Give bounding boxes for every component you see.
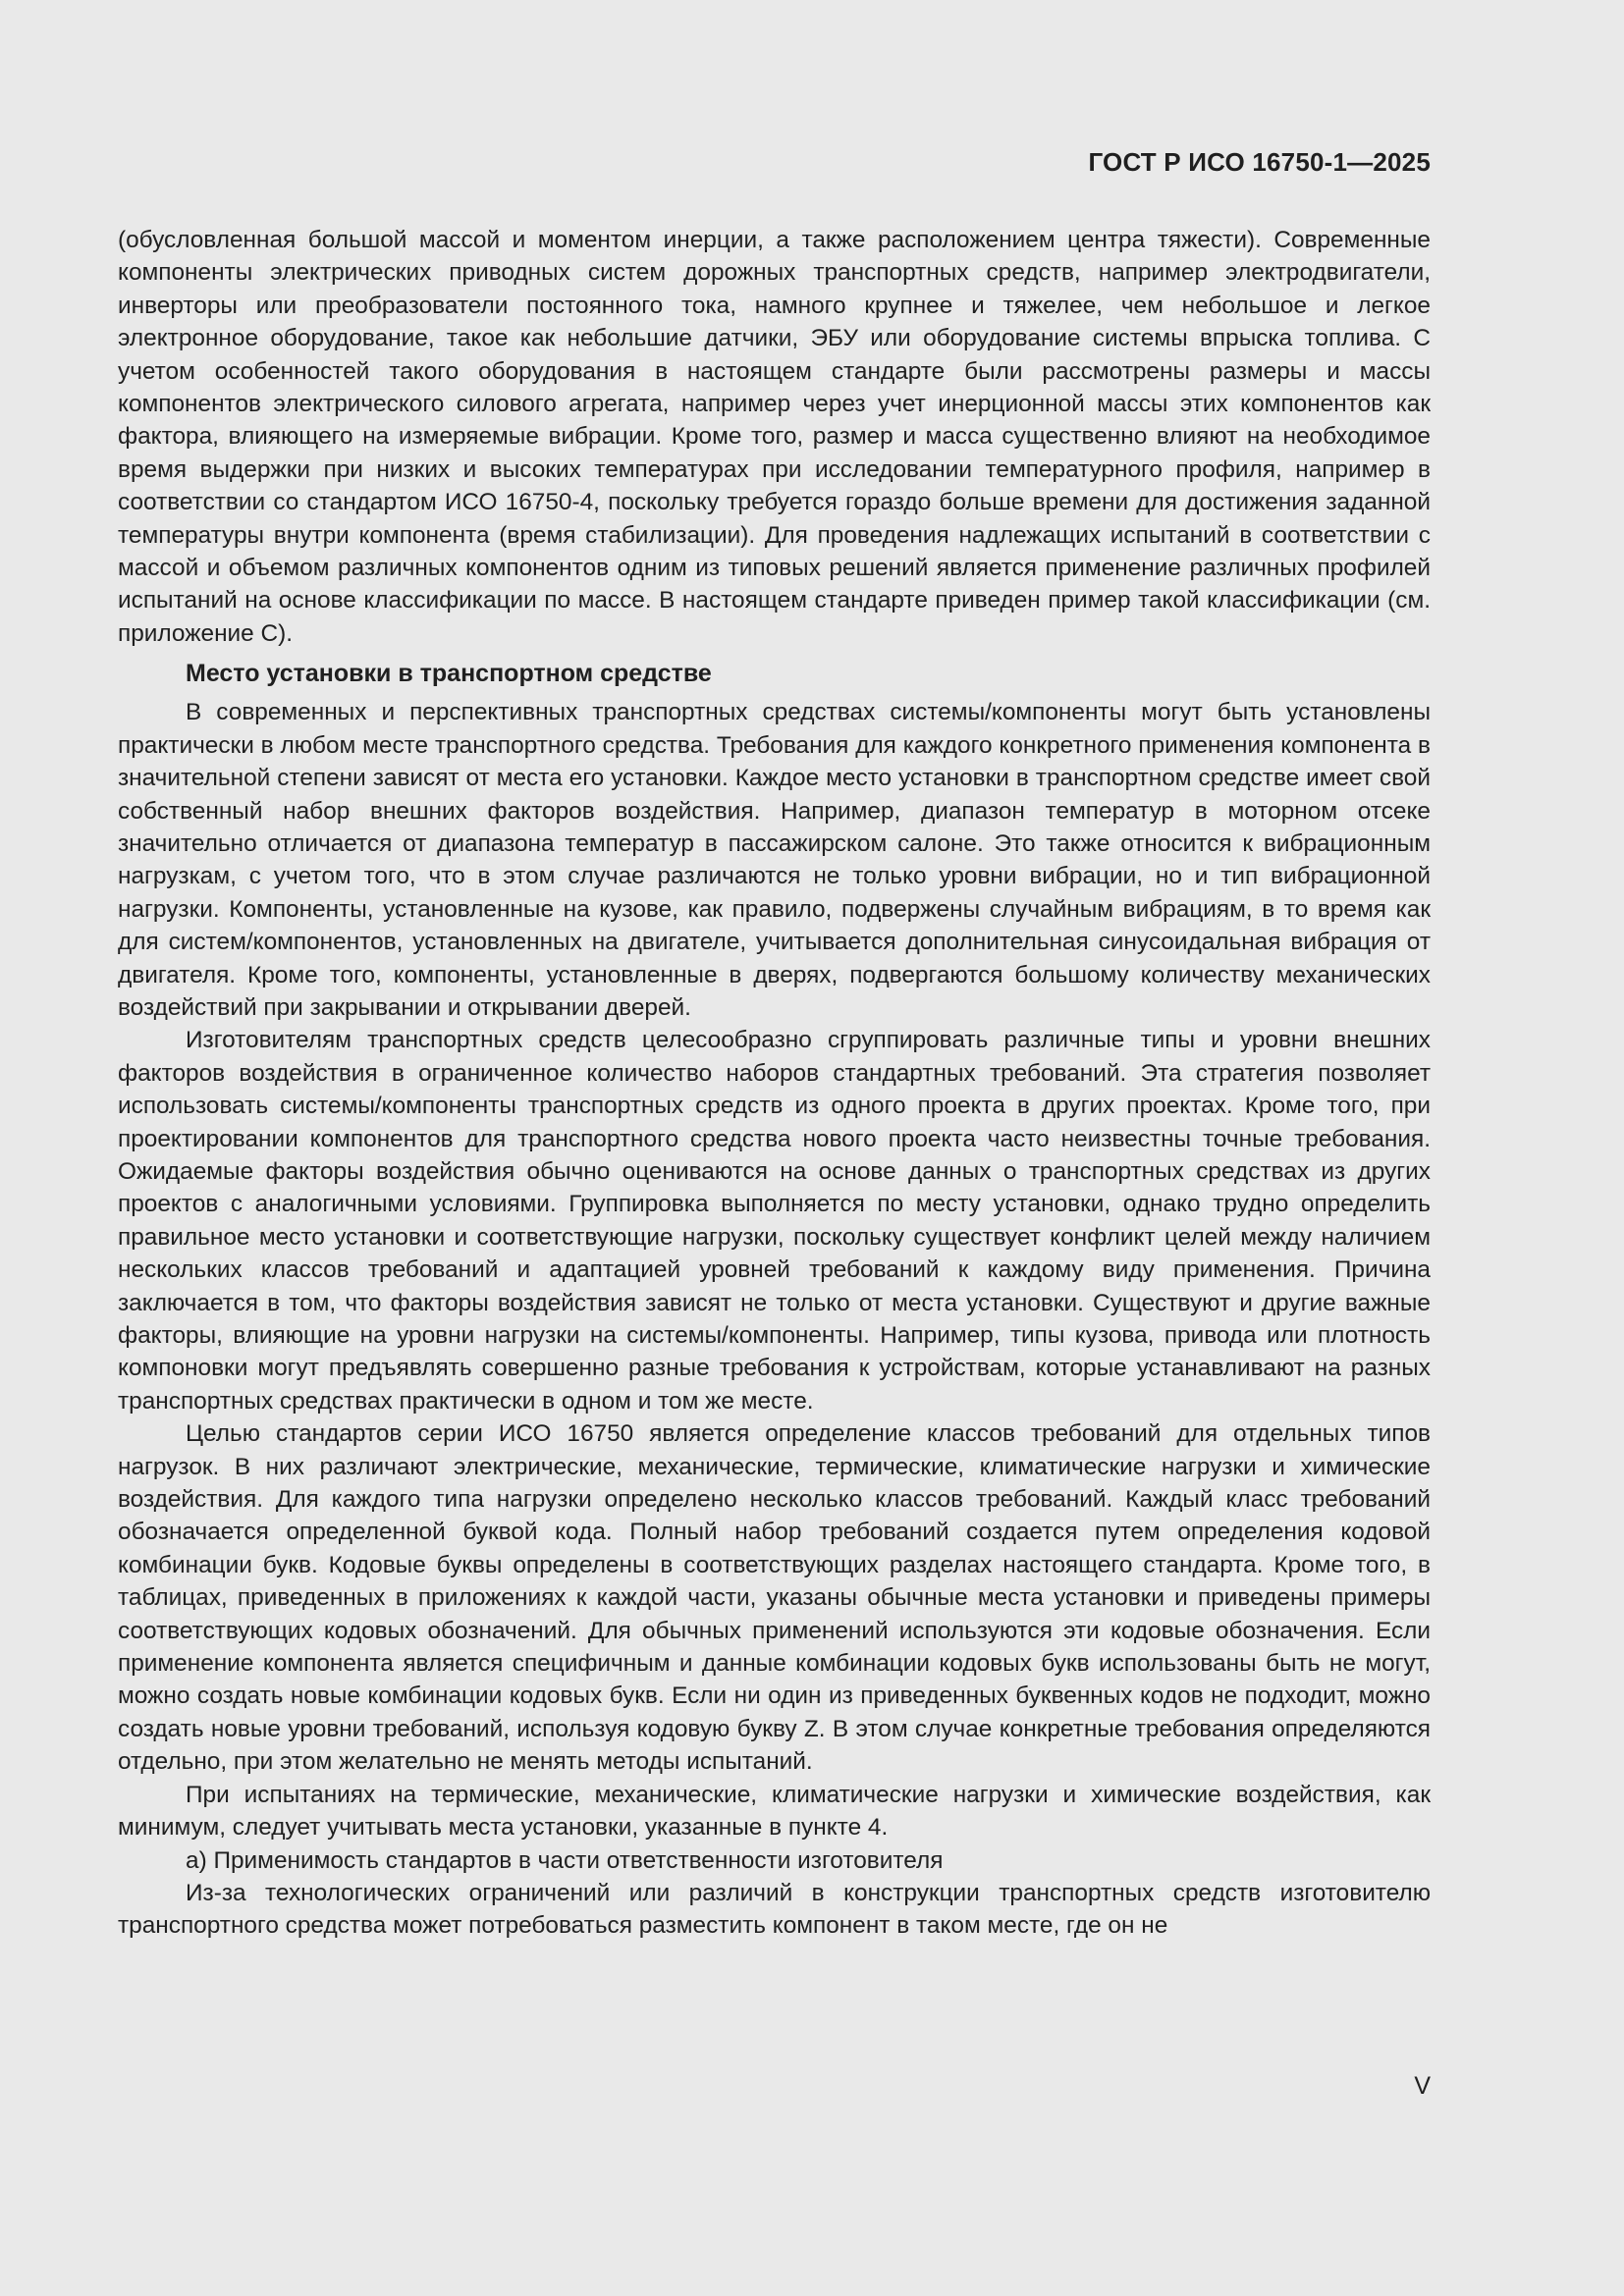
paragraph: Изготовителям транспортных средств целесообразно сгруппировать различные типы и уровни внешних факторов воздействия в ограниченное количество наборов стандартных требований. Эта стратегия позволяет использовать системы/компоненты транспортных средств из одного проекта в других проектах. Кроме того, при проектировании компонентов для транспортного средства нового проекта часто неизвестны точные требования. Ожидаемые факторы воздействия обычно оцениваются на основе данных о транспортных средствах из других проектов с аналогичными условиями. Группировка выполняется по месту установки, однако трудно определить правильное место установки и соответствующие нагрузки, поскольку существует конфликт целей между наличием нескольких классов требований и адаптацией уровней требований к каждому виду применения. Причина заключается в том, что факторы воздействия зависят не только от места установки. Существуют и другие важные факторы, влияющие на уровни нагрузки на системы/компоненты. Например, типы кузова, привода или плотность компоновки могут предъявлять совершенно разные требования к устройствам, которые устанавливают на разных транспортных средствах практически в одном и том же месте. xyxy=(118,1027,1431,1415)
paragraph: В современных и перспективных транспортных средствах системы/компоненты могут быть установлены практически в любом месте транспортного средства. Требования для каждого конкретного применения компонента в значительной степени зависят от места его установки. Каждое место установки в транспортном средстве имеет свой собственный набор внешних факторов воздействия. Например, диапазон температур в моторном отсеке значительно отличается от диапазона температур в пассажирском салоне. Это также относится к вибрационным нагрузкам, с учетом того, что в этом случае различаются не только уровни вибрации, но и тип вибрационной нагрузки. Компоненты, установленные на кузове, как правило, подвержены случайным вибрациям, в то время как для систем/компонентов, установленных на двигателе, учитывается дополнительная синусоидальная вибрация от двигателя. Кроме того, компоненты, установленные в дверях, подвергаются большому количеству механических воздействий при закрывании и открывании дверей. xyxy=(118,699,1431,1021)
page-number: V xyxy=(1414,2072,1431,2100)
document-code-header: ГОСТ Р ИСО 16750-1—2025 xyxy=(1088,147,1431,177)
section-heading: Место установки в транспортном средстве xyxy=(186,660,712,688)
list-item-a: a) Применимость стандартов в части ответственности изготовителя xyxy=(186,1846,944,1874)
paragraph: Целью стандартов серии ИСО 16750 является определение классов требований для отдельных типов нагрузок. В них различают электрические, механические, термические, климатические нагрузки и химические воздействия. Для каждого типа нагрузки определено несколько классов требований. Каждый класс требований обозначается определенной буквой кода. Полный набор требований создается путем определения кодовой комбинации букв. Кодовые буквы определены в соответствующих разделах настоящего стандарта. Кроме того, в таблицах, приведенных в приложениях к каждой части, указаны обычные места установки и приведены примеры соответствующих кодовых обозначений. Для обычных применений используются эти кодовые обозначения. Если применение компонента является специфичным и данные комбинации кодовых букв использованы быть не могут, можно создать новые комбинации кодовых букв. Если ни один из приведенных буквенных кодов не подходит, можно создать новые уровни требований, используя кодовую букву Z. В этом случае конкретные требования определяются отдельно, при этом желательно не менять методы испытаний. xyxy=(118,1420,1431,1776)
paragraph: Из-за технологических ограничений или различий в конструкции транспортных средств изготовителю транспортного средства может потребоваться разместить компонент в таком месте, где он не xyxy=(118,1879,1431,1940)
document-body xyxy=(118,224,1431,1943)
paragraph-intro: (обусловленная большой массой и моментом инерции, а также расположением центра тяжести). Современные компоненты электрических приводных систем дорожных транспортных средств, например электродвигатели, инверторы или преобразователи постоянного тока, намного крупнее и тяжелее, чем небольшое и легкое электронное оборудование, такое как небольшие датчики, ЭБУ или оборудование системы впрыска топлива. С учетом особенностей такого оборудования в настоящем стандарте были рассмотрены размеры и массы компонентов электрического силового агрегата, например через учет инерционной массы этих компонентов как фактора, влияющего на измеряемые вибрации. Кроме того, размер и масса существенно влияют на необходимое время выдержки при низких и высоких температурах при исследовании температурного профиля, например в соответствии со стандартом ИСО 16750-4, поскольку требуется гораздо больше времени для достижения заданной температуры внутри компонента (время стабилизации). Для проведения надлежащих испытаний в соответствии с массой и объемом различных компонентов одним из типовых решений является применение различных профилей испытаний на основе классификации по массе. В настоящем стандарте приведен пример такой классификации (см. приложение С). xyxy=(118,227,1431,647)
paragraph: При испытаниях на термические, механические, климатические нагрузки и химические воздействия, как минимум, следует учитывать места установки, указанные в пункте 4. xyxy=(118,1781,1431,1842)
